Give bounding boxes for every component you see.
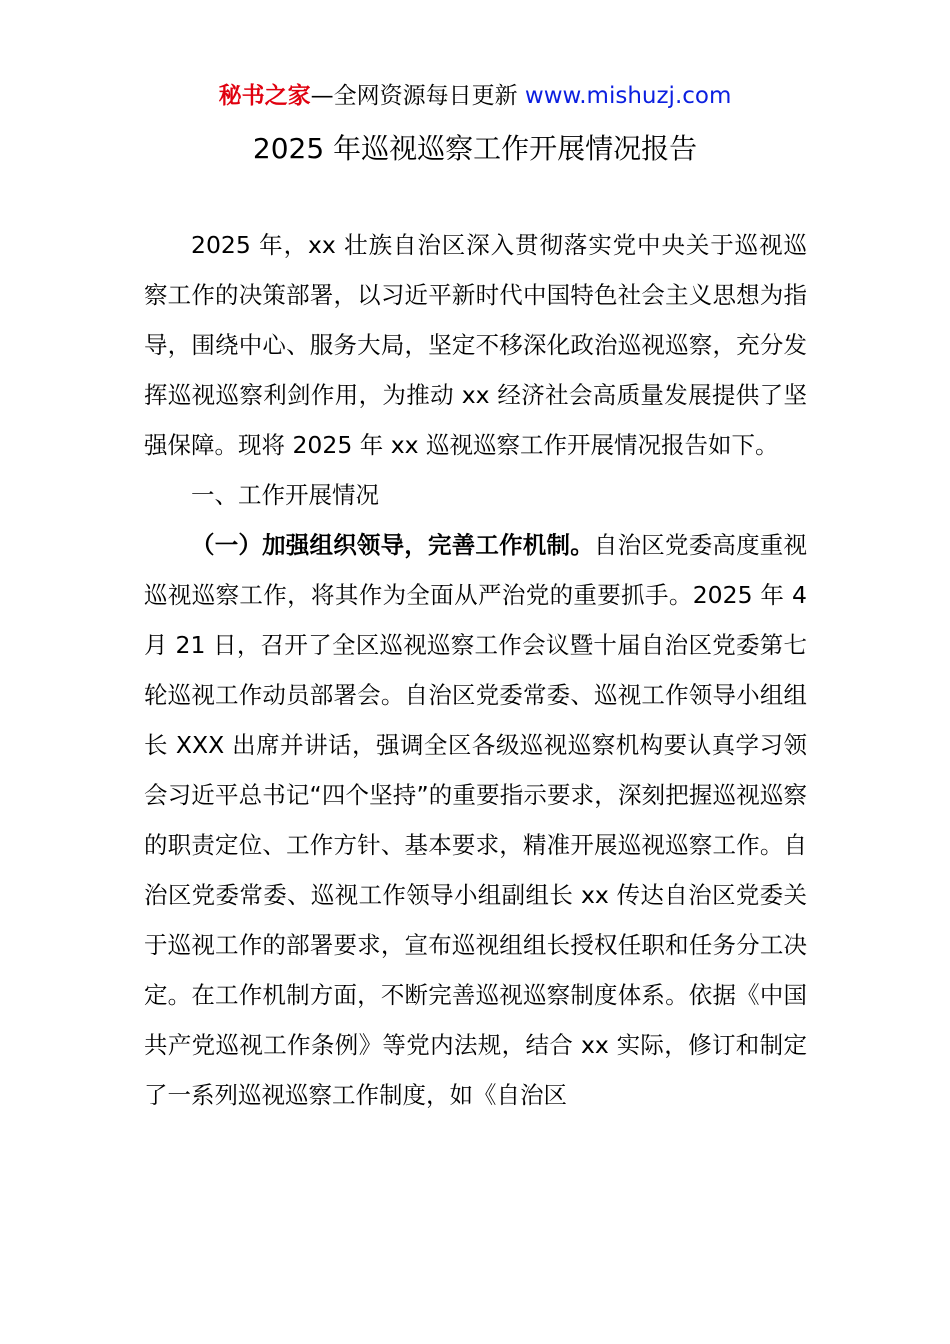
subsection-heading: （一）加强组织领导，完善工作机制。 bbox=[191, 531, 594, 559]
site-url-link[interactable]: www.mishuzj.com bbox=[524, 83, 732, 109]
document-body bbox=[144, 220, 807, 1120]
document-title: 2025 年巡视巡察工作开展情况报告 bbox=[252, 132, 698, 165]
subsection-body: 自治区党委高度重视巡视巡察工作，将其作为全面从严治党的重要抓手。2025 年 4 月 21 日，召开了全区巡视巡察工作会议暨十届自治区党委第七轮巡视工作动员部署会。自治区党委常委、巡视工作领导小组组长 XXX 出席并讲话，强调全区各级巡视巡察机构要认真学习领会习近平总书记“四个坚持”的重要指示要求，深刻把握巡视巡察的职责定位、工作方针、基本要求，精准开展巡视巡察工作。自治区党委常委、巡视工作领导小组副组长 xx 传达自治区党委关于巡视工作的部署要求，宣布巡视组组长授权任职和任务分工决定。在工作机制方面，不断完善巡视巡察制度体系。依据《中国共产党巡视工作条例》等党内法规，结合 xx 实际，修订和制定了一系列巡视巡察工作制度，如《自治区 bbox=[144, 531, 808, 1109]
site-tagline: —全网资源每日更新 bbox=[310, 83, 518, 109]
brand-name: 秘书之家 bbox=[218, 83, 311, 109]
subsection-paragraph bbox=[144, 520, 807, 1120]
intro-paragraph: 2025 年，xx 壮族自治区深入贯彻落实党中央关于巡视巡察工作的决策部署，以习近平新时代中国特色社会主义思想为指导，围绕中心、服务大局，坚定不移深化政治巡视巡察，充分发挥巡视巡察利剑作用，为推动 xx 经济社会高质量发展提供了坚强保障。现将 2025 年 xx 巡视巡察工作开展情况报告如下。 bbox=[144, 231, 807, 459]
section-heading: 一、工作开展情况 bbox=[191, 481, 379, 509]
site-header bbox=[0, 80, 950, 112]
